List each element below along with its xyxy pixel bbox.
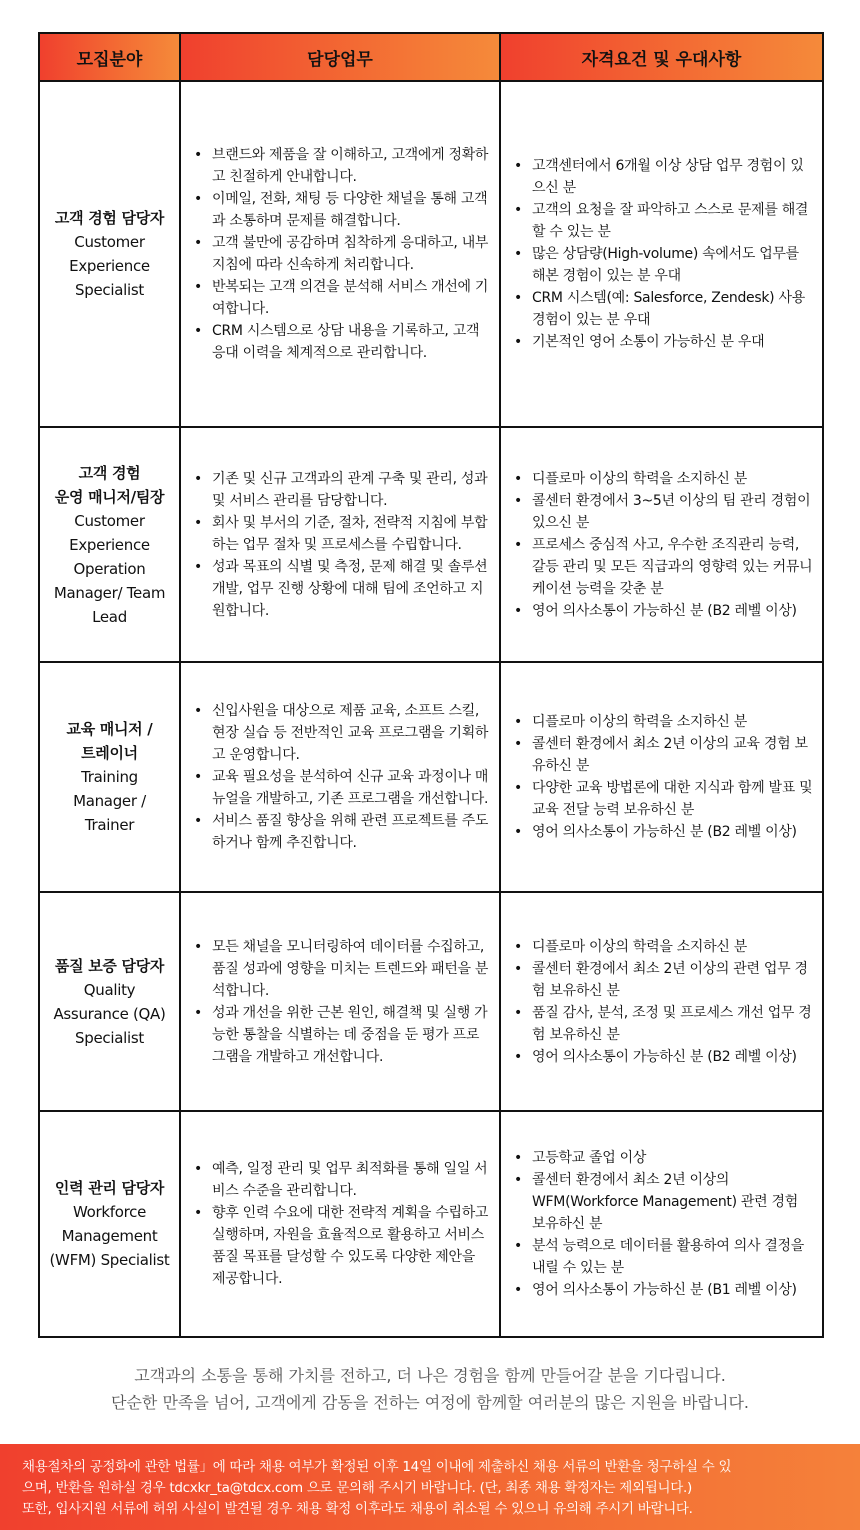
duties-list xyxy=(182,1158,498,1290)
duty-item: • 서비스 품질 향상을 위해 관련 프로젝트를 주도하거나 함께 추진합니다. xyxy=(212,810,492,854)
requirements-list xyxy=(502,1147,821,1301)
requirement-item: • 영어 의사소통이 가능하신 분 (B1 레벨 이상) xyxy=(532,1279,815,1301)
notice-line: 채용절차의 공정화에 관한 법률」에 따라 채용 여부가 확정된 이후 14일 이내에 제출하신 채용 서류의 반환을 청구하실 수 있 xyxy=(22,1459,732,1475)
job-title-en: (WFM) Specialist xyxy=(49,1251,170,1269)
requirement-item: • 고객센터에서 6개월 이상 상담 업무 경험이 있으신 분 xyxy=(532,155,815,199)
duty-item: • 브랜드와 제품을 잘 이해하고, 고객에게 정확하고 친절하게 안내합니다. xyxy=(212,144,492,188)
requirement-item: • 다양한 교육 방법론에 대한 지식과 함께 발표 및 교육 전달 능력 보유하신 분 xyxy=(532,777,815,821)
requirement-item: • CRM 시스템(예: Salesforce, Zendesk) 사용 경험이 있는 분 우대 xyxy=(532,287,815,331)
job-title-en: Experience xyxy=(69,257,150,275)
duty-item: • 신입사원을 대상으로 제품 교육, 소프트 스킬, 현장 실습 등 전반적인 교육 프로그램을 기획하고 운영합니다. xyxy=(212,700,492,766)
requirement-item: • 콜센터 환경에서 최소 2년 이상의 관련 업무 경험 보유하신 분 xyxy=(532,958,815,1002)
legal-notice-banner xyxy=(0,1444,860,1530)
job-title-ko: 운영 매니저/팀장 xyxy=(54,487,165,506)
requirements-list xyxy=(502,711,821,843)
closing-message xyxy=(0,1362,860,1416)
requirement-item: • 프로세스 중심적 사고, 우수한 조직관리 능력, 갈등 관리 및 모든 직급과의 영향력 있는 커뮤니케이션 능력을 갖춘 분 xyxy=(532,534,815,600)
closing-line: 단순한 만족을 넘어, 고객에게 감동을 전하는 여정에 함께할 여러분의 많은 지원을 바랍니다. xyxy=(111,1393,749,1412)
notice-line: 으며, 반환을 원하실 경우 tdcxkr_ta@tdcx.com 으로 문의해 주시기 바랍니다. (단, 최종 채용 확정자는 제외됩니다.) xyxy=(22,1480,692,1496)
header-duties: 담당업무 xyxy=(180,33,500,81)
table-header-row xyxy=(39,33,823,81)
requirement-item: • 콜센터 환경에서 최소 2년 이상의 WFM(Workforce Management) 관련 경험 보유하신 분 xyxy=(532,1169,815,1235)
job-title-en: Customer xyxy=(74,233,145,251)
job-title-ko: 인력 관리 담당자 xyxy=(54,1179,165,1197)
requirement-item: • 디플로마 이상의 학력을 소지하신 분 xyxy=(532,468,815,490)
notice-line: 또한, 입사지원 서류에 허위 사실이 발견될 경우 채용 확정 이후라도 채용이 취소될 수 있으니 유의해 주시기 바랍니다. xyxy=(22,1501,693,1517)
requirement-item: • 품질 감사, 분석, 조정 및 프로세스 개선 업무 경험 보유하신 분 xyxy=(532,1002,815,1046)
requirement-item: • 디플로마 이상의 학력을 소지하신 분 xyxy=(532,936,815,958)
closing-line: 고객과의 소통을 통해 가치를 전하고, 더 나은 경험을 함께 만들어갈 분을 기다립니다. xyxy=(134,1366,726,1385)
job-title-en: Trainer xyxy=(84,816,135,834)
job-title-en: Assurance (QA) xyxy=(53,1004,166,1023)
job-title-en: Workforce xyxy=(72,1203,147,1221)
duty-item: • 향후 인력 수요에 대한 전략적 계획을 수립하고 실행하며, 자원을 효율적으로 활용하고 서비스 품질 목표를 달성할 수 있도록 다양한 제안을 제공합니다. xyxy=(212,1202,492,1290)
requirement-item: • 영어 의사소통이 가능하신 분 (B2 레벨 이상) xyxy=(532,1046,815,1068)
job-field-cell xyxy=(39,1111,180,1337)
duty-item: • 반복되는 고객 의견을 분석해 서비스 개선에 기여합니다. xyxy=(212,276,492,320)
requirement-item: • 디플로마 이상의 학력을 소지하신 분 xyxy=(532,711,815,733)
duties-cell xyxy=(180,1111,500,1337)
table-row xyxy=(39,892,823,1111)
recruitment-table-container xyxy=(38,32,822,1338)
requirements-list xyxy=(502,936,821,1068)
duty-item: • 고객 불만에 공감하며 침착하게 응대하고, 내부 지침에 따라 신속하게 처리합니다. xyxy=(212,232,492,276)
duties-cell xyxy=(180,892,500,1111)
job-title-ko: 트레이너 xyxy=(81,744,138,762)
requirement-item: • 기본적인 영어 소통이 가능하신 분 우대 xyxy=(532,331,815,353)
job-field-cell xyxy=(39,81,180,427)
duty-item: • 교육 필요성을 분석하여 신규 교육 과정이나 매뉴얼을 개발하고, 기존 프로그램을 개선합니다. xyxy=(212,766,492,810)
duty-item: • CRM 시스템으로 상담 내용을 기록하고, 고객 응대 이력을 체계적으로 관리합니다. xyxy=(212,320,492,364)
requirements-cell xyxy=(500,662,823,892)
requirement-item: • 많은 상담량(High-volume) 속에서도 업무를 해본 경험이 있는 분 우대 xyxy=(532,243,815,287)
job-title-ko: 고객 경험 담당자 xyxy=(54,209,165,227)
job-title-en: Lead xyxy=(92,607,127,626)
job-title-en: Management xyxy=(61,1227,158,1245)
duties-cell xyxy=(180,427,500,662)
table-row xyxy=(39,427,823,662)
job-title-en: Operation xyxy=(73,559,146,578)
requirements-list xyxy=(502,468,821,622)
job-title-en: Customer xyxy=(74,511,145,530)
job-field-cell xyxy=(39,427,180,662)
duties-list xyxy=(182,936,498,1068)
duties-list xyxy=(182,144,498,364)
table-row xyxy=(39,662,823,892)
header-field: 모집분야 xyxy=(39,33,180,81)
requirement-item: • 고객의 요청을 잘 파악하고 스스로 문제를 해결할 수 있는 분 xyxy=(532,199,815,243)
job-field-cell xyxy=(39,662,180,892)
requirements-cell xyxy=(500,427,823,662)
requirements-cell xyxy=(500,1111,823,1337)
duties-list xyxy=(182,700,498,854)
duty-item: • 이메일, 전화, 채팅 등 다양한 채널을 통해 고객과 소통하며 문제를 해결합니다. xyxy=(212,188,492,232)
duties-list xyxy=(182,468,498,622)
duty-item: • 기존 및 신규 고객과의 관계 구축 및 관리, 성과 및 서비스 관리를 담당합니다. xyxy=(212,468,492,512)
header-requirements: 자격요건 및 우대사항 xyxy=(500,33,823,81)
job-title-en: Quality xyxy=(83,980,136,999)
duty-item: • 모든 채널을 모니터링하여 데이터를 수집하고, 품질 성과에 영향을 미치는 트렌드와 패턴을 분석합니다. xyxy=(212,936,492,1002)
job-title-ko: 품질 보증 담당자 xyxy=(54,956,165,975)
duties-cell xyxy=(180,662,500,892)
requirement-item: • 영어 의사소통이 가능하신 분 (B2 레벨 이상) xyxy=(532,600,815,622)
job-title-en: Manager/ Team xyxy=(53,583,166,602)
duty-item: • 성과 목표의 식별 및 측정, 문제 해결 및 솔루션 개발, 업무 진행 상황에 대해 팀에 조언하고 지원합니다. xyxy=(212,556,492,622)
job-title-en: Training xyxy=(81,768,138,786)
duty-item: • 회사 및 부서의 기준, 절차, 전략적 지침에 부합하는 업무 절차 및 프로세스를 수립합니다. xyxy=(212,512,492,556)
requirements-list xyxy=(502,155,821,353)
requirements-cell xyxy=(500,892,823,1111)
requirement-item: • 콜센터 환경에서 최소 2년 이상의 교육 경험 보유하신 분 xyxy=(532,733,815,777)
requirement-item: • 영어 의사소통이 가능하신 분 (B2 레벨 이상) xyxy=(532,821,815,843)
requirements-cell xyxy=(500,81,823,427)
job-title-en: Manager / xyxy=(73,792,146,810)
job-title-en: Specialist xyxy=(75,1028,144,1047)
duties-cell xyxy=(180,81,500,427)
job-title-en: Specialist xyxy=(75,281,144,299)
requirement-item: • 고등학교 졸업 이상 xyxy=(532,1147,815,1169)
job-field-cell xyxy=(39,892,180,1111)
duty-item: • 예측, 일정 관리 및 업무 최적화를 통해 일일 서비스 수준을 관리합니다. xyxy=(212,1158,492,1202)
job-title-ko: 교육 매니저 / xyxy=(66,720,153,738)
job-title-ko: 고객 경험 xyxy=(78,463,141,482)
requirement-item: • 콜센터 환경에서 3~5년 이상의 팀 관리 경험이 있으신 분 xyxy=(532,490,815,534)
job-title-en: Experience xyxy=(69,535,150,554)
recruitment-table xyxy=(38,32,824,1338)
table-row xyxy=(39,1111,823,1337)
duty-item: • 성과 개선을 위한 근본 원인, 해결책 및 실행 가능한 통찰을 식별하는 데 중점을 둔 평가 프로그램을 개발하고 개선합니다. xyxy=(212,1002,492,1068)
table-body xyxy=(39,81,823,1337)
requirement-item: • 분석 능력으로 데이터를 활용하여 의사 결정을 내릴 수 있는 분 xyxy=(532,1235,815,1279)
table-row xyxy=(39,81,823,427)
